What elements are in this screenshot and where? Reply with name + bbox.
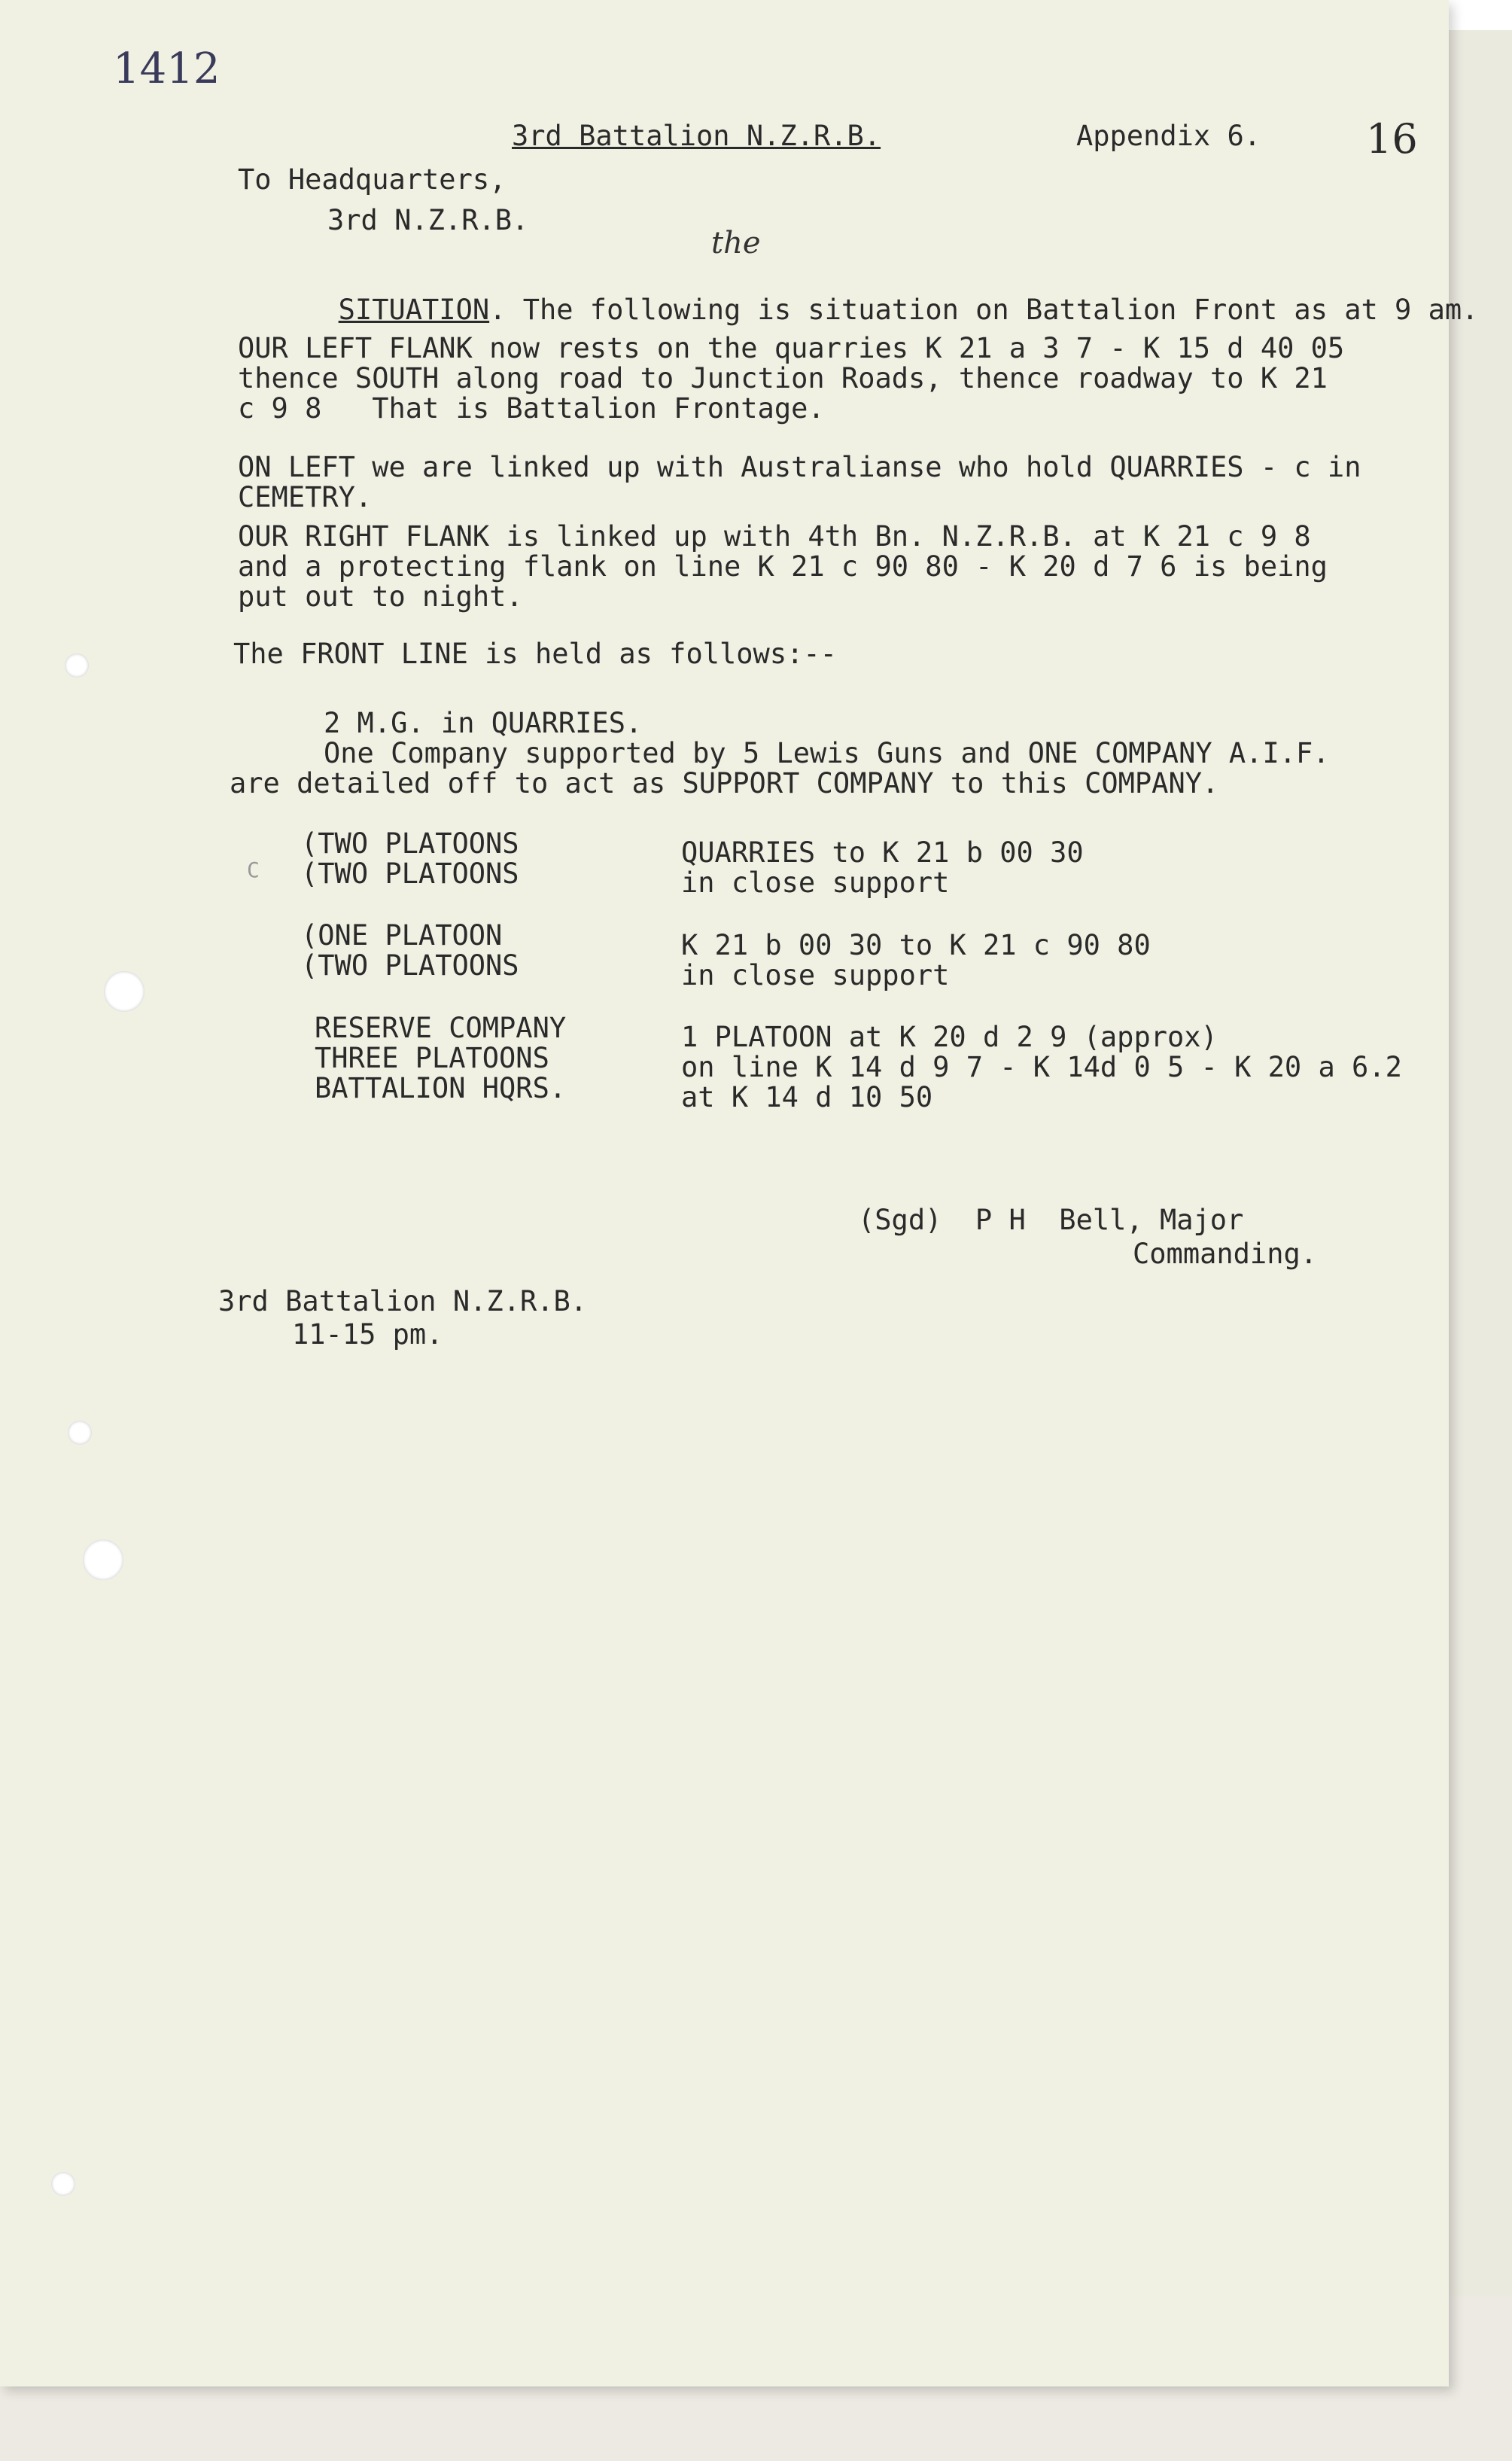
company-line: are detailed off to act as SUPPORT COMPANY to this COMPANY.	[230, 767, 1219, 800]
footer-time: 11-15 pm.	[292, 1318, 443, 1351]
deployment-unit: (TWO PLATOONS	[301, 949, 519, 982]
paragraph-line: and a protecting flank on line K 21 c 90 80 - K 20 d 7 6 is being	[238, 550, 1328, 583]
address-line: To Headquarters,	[238, 163, 507, 196]
margin-mark: C	[247, 857, 260, 882]
address-line: 3rd N.Z.R.B.	[327, 204, 529, 236]
punch-hole	[83, 1540, 123, 1580]
deployment-position: K 21 b 00 30 to K 21 c 90 80	[681, 929, 1151, 961]
deployment-unit: (TWO PLATOONS	[301, 857, 519, 890]
handwritten-insert: the	[711, 226, 761, 260]
footer-unit: 3rd Battalion N.Z.R.B.	[218, 1285, 588, 1317]
paragraph-line: ON LEFT we are linked up with Australianse who hold QUARRIES - c in	[238, 451, 1361, 483]
appendix-label: Appendix 6.	[1076, 120, 1261, 152]
signature-line: (Sgd) P H Bell, Major	[858, 1204, 1244, 1236]
situation-label: SITUATION	[338, 294, 490, 326]
front-line-intro: The FRONT LINE is held as follows:--	[233, 638, 837, 670]
signature-title: Commanding.	[1133, 1238, 1318, 1270]
company-line: One Company supported by 5 Lewis Guns and ONE COMPANY A.I.F.	[324, 737, 1330, 769]
situation-text: . The following is situation on Battalion Front as at 9 am.	[489, 294, 1479, 326]
punch-hole	[51, 2172, 75, 2196]
paragraph-line: OUR RIGHT FLANK is linked up with 4th Bn. N.Z.R.B. at K 21 c 9 8	[238, 520, 1311, 553]
deployment-position: in close support	[681, 867, 950, 899]
deployment-unit: (TWO PLATOONS	[301, 827, 519, 860]
punch-hole	[104, 971, 145, 1012]
page-number: 16	[1366, 115, 1418, 163]
punch-hole	[65, 653, 89, 678]
deployment-unit: BATTALION HQRS.	[315, 1072, 567, 1104]
deployment-position: 1 PLATOON at K 20 d 2 9 (approx)	[681, 1021, 1218, 1053]
deployment-position: QUARRIES to K 21 b 00 30	[681, 836, 1084, 869]
deployment-unit: (ONE PLATOON	[301, 919, 503, 952]
paragraph-line: c 9 8 That is Battalion Frontage.	[238, 392, 825, 425]
paragraph-line: put out to night.	[238, 580, 523, 613]
paragraph-line: thence SOUTH along road to Junction Roads, thence roadway to K 21	[238, 362, 1328, 394]
punch-hole	[68, 1421, 92, 1445]
deployment-unit: THREE PLATOONS	[315, 1042, 549, 1074]
stamp-number: 1412	[113, 44, 221, 93]
paragraph-line: OUR LEFT FLANK now rests on the quarries K 21 a 3 7 - K 15 d 40 05	[238, 332, 1345, 364]
header-title: 3rd Battalion N.Z.R.B.	[512, 120, 881, 152]
deployment-position: at K 14 d 10 50	[681, 1081, 933, 1113]
mg-line: 2 M.G. in QUARRIES.	[324, 707, 643, 739]
deployment-position: in close support	[681, 959, 950, 991]
deployment-unit: RESERVE COMPANY	[315, 1012, 567, 1044]
paragraph-line: CEMETRY.	[238, 481, 373, 513]
deployment-position: on line K 14 d 9 7 - K 14d 0 5 - K 20 a 6.2	[681, 1051, 1402, 1083]
